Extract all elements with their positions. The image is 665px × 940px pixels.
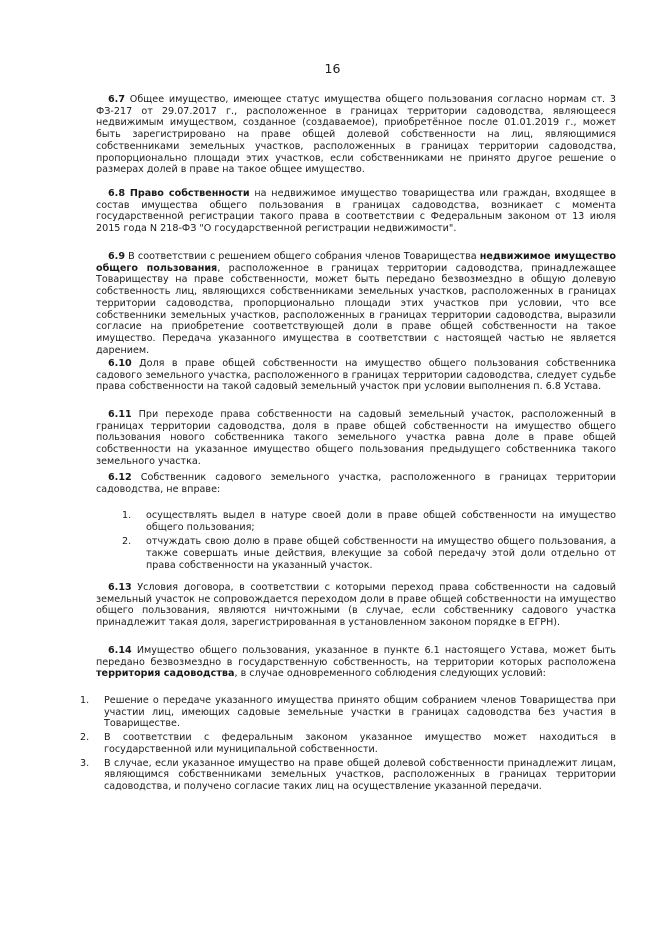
page-number: 16 [324, 61, 341, 76]
bold-phrase: Право собственности [129, 188, 250, 199]
list-marker: 1. [122, 510, 132, 521]
list-marker: 2. [80, 732, 90, 744]
paragraph-number: 6.7 [108, 94, 125, 105]
list-item [80, 758, 616, 793]
list-item-text: Решение о передаче указанного имущества принято общим собранием членов Товарищества при участии лиц, имеющих садовые земельные участки в границах садоводства без участия в Товариществе. [104, 695, 616, 730]
list-item-text: отчуждать свою долю в праве общей собственности на имущество общего пользования, а также совершать иные действия, влекущие за собой передачу этой доли отдельно от права собственности на указанный участок. [146, 536, 616, 571]
paragraph-text: При переходе права собственности на садовый земельный участок, расположенный в границах территории садоводства, доля в праве общей собственности на имущество общего пользования нового собственника такого земельного участка равна доле в праве общей собственности на указанное имущество общего пользования предыдущего собственника такого земельного участка. [96, 409, 616, 467]
list-marker: 1. [80, 695, 90, 706]
list-item [80, 732, 616, 755]
list-item [122, 510, 616, 533]
paragraph-number: 6.10 [108, 358, 132, 369]
paragraph-text: Собственник садового земельного участка, расположенного в границах территории садоводства, не вправе: [96, 472, 616, 495]
paragraph-text: Условия договора, в соответствии с которыми переход права собственности на садовый земельный участок не сопровождается переходом доли в праве общей собственности на имущество общего пользования, являются ничтожными (в случае, если собственнику садового участка принадлежит такая доля, зарегистрированная в установленном законом порядке в ЕГРН). [96, 582, 616, 629]
paragraph-6-13 [96, 582, 616, 629]
list-item [80, 695, 616, 730]
paragraph-6-11 [96, 409, 616, 468]
list-item-text: В случае, если указанное имущество на праве общей долевой собственности принадлежит лицам, являющимся собственниками земельных участков, расположенных в границах территории садоводства, и получено согласие таких лиц на осуществление указанной передачи. [104, 757, 616, 792]
paragraph-6-14 [96, 645, 616, 680]
conditions-list [80, 695, 616, 795]
paragraph-text: В соответствии с решением общего собрания членов Товарищества [128, 251, 480, 262]
paragraph-6-8 [96, 188, 616, 235]
paragraph-number: 6.14 [108, 645, 132, 656]
paragraph-6-10 [96, 358, 616, 393]
paragraph-number: 6.13 [108, 582, 132, 593]
paragraph-number: 6.8 [108, 188, 125, 199]
bold-phrase: недвижимое имущество общего пользования [96, 251, 616, 274]
list-item-text: В соответствии с федеральным законом указанное имущество может находиться в государственной или муниципальной собственности. [104, 732, 616, 755]
paragraph-text: Доля в праве общей собственности на имущество общего пользования собственника садового земельного участка, расположенного в границах территории садоводства, следует судьбе права собственности на такой садовый земельный участок при условии выполнения п. 6.8 Устава. [96, 358, 616, 393]
paragraph-text: , расположенное в границах территории садоводства, принадлежащее Товариществу на праве собственности, может быть передано безвозмездно в общую долевую собственность лиц, являющихся собственниками земельных участков, расположенных в границах территории садоводства, пропорционально площади этих участков при условии, что все собственники земельных участков, расположенных в границах территории садоводства, выразили согласие на приобретение соответствующей доли в праве общей собственности на такое имущество. Передача указанного имущества в соответствии с настоящей частью не является дарением. [96, 262, 616, 356]
paragraph-6-9 [96, 251, 616, 356]
paragraph-text: Имущество общего пользования, указанное в пункте 6.1 настоящего Устава, может быть передано безвозмездно в государственную собственность, на территории которых расположена [96, 645, 616, 668]
bold-phrase: территория садоводства [96, 668, 235, 680]
list-marker: 3. [80, 757, 90, 769]
paragraph-6-12 [96, 472, 616, 495]
paragraph-text: , в случае одновременного соблюдения следующих условий: [234, 668, 546, 680]
list-item-text: осуществлять выдел в натуре своей доли в праве общей собственности на имущество общего пользования; [146, 510, 616, 533]
paragraph-6-7 [96, 94, 616, 176]
paragraph-number: 6.12 [108, 472, 132, 483]
list-marker: 2. [122, 536, 132, 548]
paragraph-text: Общее имущество, имеющее статус имущества общего пользования согласно нормам ст. 3 ФЗ-217 от 29.07.2017 г., расположенное в границах территории садоводства, являющееся недвижимым имуществом, созданное (создаваемое), приобретённое после 01.01.2019 г., может быть зарегистрировано на праве общей долевой собственности на лиц, являющимися собственниками земельных участков, расположенных в границах территории садоводства, пропорционально площади этих участков, если собственниками не принято другое решение о размерах долей в праве на такое общее имущество. [96, 94, 616, 176]
prohibitions-list [122, 510, 616, 575]
paragraph-text: на недвижимое имущество товарищества или граждан, входящее в состав имущества общего пользования в границах садоводства, возникает с момента государственной регистрации такого права в соответствии с Федеральным законом от 13 июля 2015 года N 218-ФЗ "О государственной регистрации недвижимости". [96, 188, 616, 235]
paragraph-number: 6.11 [108, 409, 132, 420]
list-item [122, 536, 616, 571]
paragraph-number: 6.9 [108, 251, 125, 262]
